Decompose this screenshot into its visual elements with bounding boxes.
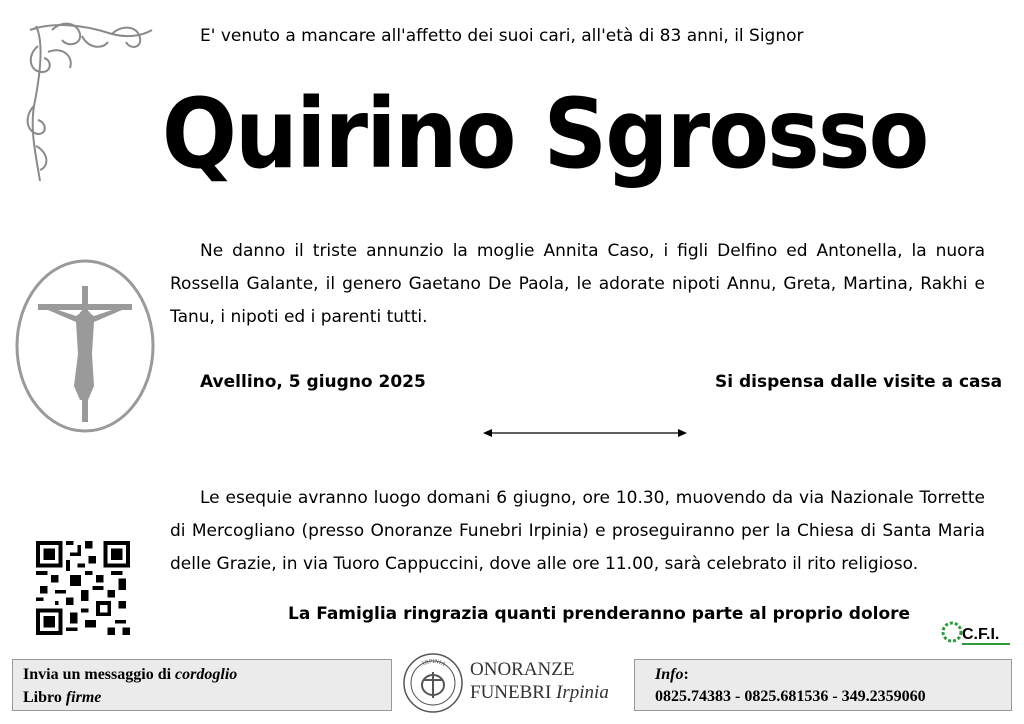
message-prefix: Invia un messaggio di <box>23 666 176 683</box>
intro-text: E' venuto a mancare all'affetto dei suoi cari, all'età di 83 anni, il Signor <box>200 26 804 46</box>
funeral-text: Le esequie avranno luogo domani 6 giugno, ore 10.30, muovendo da via Nazionale Torrette di Mercogliano (presso Onoranze Funebri Irpinia) e proseguiranno per la Chiesa di Santa Maria delle Grazie, in via Tuoro Cappuccini, dove alle ore 11.00, sarà celebrato il rito religioso. <box>170 488 985 574</box>
qr-code-icon[interactable] <box>36 541 130 635</box>
logo-line-2a: FUNEBRI <box>470 682 557 703</box>
funeral-paragraph <box>170 482 985 581</box>
funeral-home-seal-icon <box>402 652 464 714</box>
deceased-name: Quirino Sgrosso <box>161 78 928 190</box>
info-label: Info <box>655 666 684 683</box>
seal-top-text: IRPINIA <box>421 658 447 669</box>
book-italic: firme <box>65 689 102 706</box>
logo-line-1: ONORANZE <box>470 659 575 680</box>
info-box <box>634 659 1012 711</box>
family-thanks: La Famiglia ringrazia quanti prenderanno parte al proprio dolore <box>288 604 911 624</box>
phone-numbers[interactable]: 0825.74383 - 0825.681536 - 349.2359060 <box>655 688 926 705</box>
double-arrow-icon <box>482 425 688 441</box>
info-colon: : <box>683 666 689 683</box>
guestbook-link[interactable] <box>23 686 381 709</box>
logo-line-2b: Irpinia <box>556 682 609 703</box>
funeral-home-name <box>470 658 609 704</box>
book-prefix: Libro <box>23 689 66 706</box>
place-date: Avellino, 5 giugno 2025 <box>200 372 426 392</box>
message-italic: cordoglio <box>175 666 238 683</box>
condolence-box[interactable] <box>12 659 392 711</box>
no-visits-note: Si dispensa dalle visite a casa <box>715 372 1003 392</box>
cfi-logo-text: C.F.I. <box>962 626 1000 643</box>
announcement-text: Ne danno il triste annunzio la moglie Annita Caso, i figli Delfino ed Antonella, la nuora Rossella Galante, il genero Gaetano De Paola, le adorate nipoti Annu, Greta, Martina, Rakhi e Tanu, i nipoti ed i parenti tutti. <box>170 241 985 327</box>
crucifix-icon <box>14 258 156 434</box>
cfi-logo-icon <box>940 618 1014 652</box>
announcement-paragraph <box>170 235 985 334</box>
condolence-message-link[interactable] <box>23 663 381 686</box>
